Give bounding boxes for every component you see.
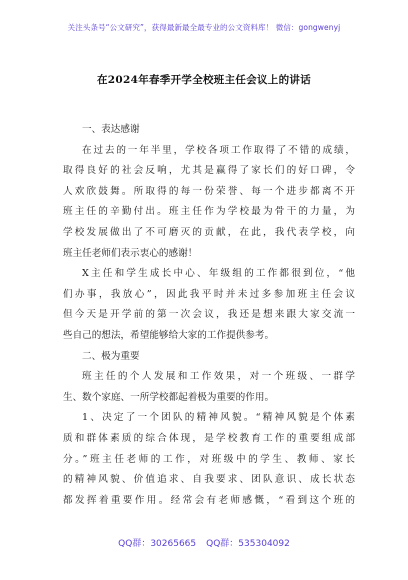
body-text-line: 些自己的想法，希望能够给大家的工作提供参考。 (63, 329, 275, 341)
body-text-line: 班主任老师们表示衷心的感谢！ (63, 247, 198, 259)
body-text-line: 的精神风貌、价值追求、自我要求、团队意识、成长状态 (63, 474, 355, 486)
body-text-line: 们办事，我放心”，因此我平时并未过多参加班主任会议 (63, 288, 355, 300)
body-text-line: 班主任的辛勤付出。班主任作为学校最为骨干的力量，为 (63, 206, 355, 218)
body-text-line: 人欢欣鼓舞。所取得的每一份荣誉、每一个进步都离不开 (63, 185, 355, 197)
body-text-line: 分。”班主任老师的工作，对班级中的学生、教师、家长 (63, 453, 355, 465)
body-text-line: 在过去的一年半里，学校各项工作取得了不错的成绩， (82, 144, 355, 156)
body-text-line: 但今天是开学前的第一次会议，我还是想来跟大家交流一 (63, 309, 355, 321)
header-promo-note: 关注头条号“公文研究”，获得最新最全最专业的公文资料库！ 微信：gongwenyj (67, 23, 341, 32)
section-heading: 一、表达感谢 (82, 124, 140, 135)
body-text-line: 质和群体素质的综合体现，是学校教育工作的重要组成部 (63, 432, 355, 444)
section-heading: 二、极为重要 (82, 350, 140, 362)
body-text-line: 取得良好的社会反响，尤其是赢得了家长们的好口碑，令 (63, 165, 355, 177)
footer-qq-group-1: QQ群：30265665 (118, 539, 197, 549)
body-text-line: 学校发展做出了不可磨灭的贡献，在此，我代表学校，向 (63, 226, 355, 238)
footer-qq-group-2: QQ群：535304092 (206, 539, 290, 549)
body-text-line: 班主任的个人发展和工作效果，对一个班级、一群学 (82, 371, 355, 383)
body-text-line: 都发挥着重要作用。经常会有老师感慨，“看到这个班的 (63, 494, 355, 506)
body-text-line: 1、决定了一个团队的精神风貌。“精神风貌是个体素 (82, 412, 355, 424)
document-body (63, 120, 355, 511)
document-title: 在2024年春季开学全校班主任会议上的讲话 (96, 74, 312, 86)
body-text-line: 生、数个家庭、一所学校都起着极为重要的作用。 (63, 391, 275, 403)
body-text-line: X主任和学生成长中心、年级组的工作都很到位，“他 (82, 268, 355, 280)
footer-contacts (0, 536, 408, 549)
